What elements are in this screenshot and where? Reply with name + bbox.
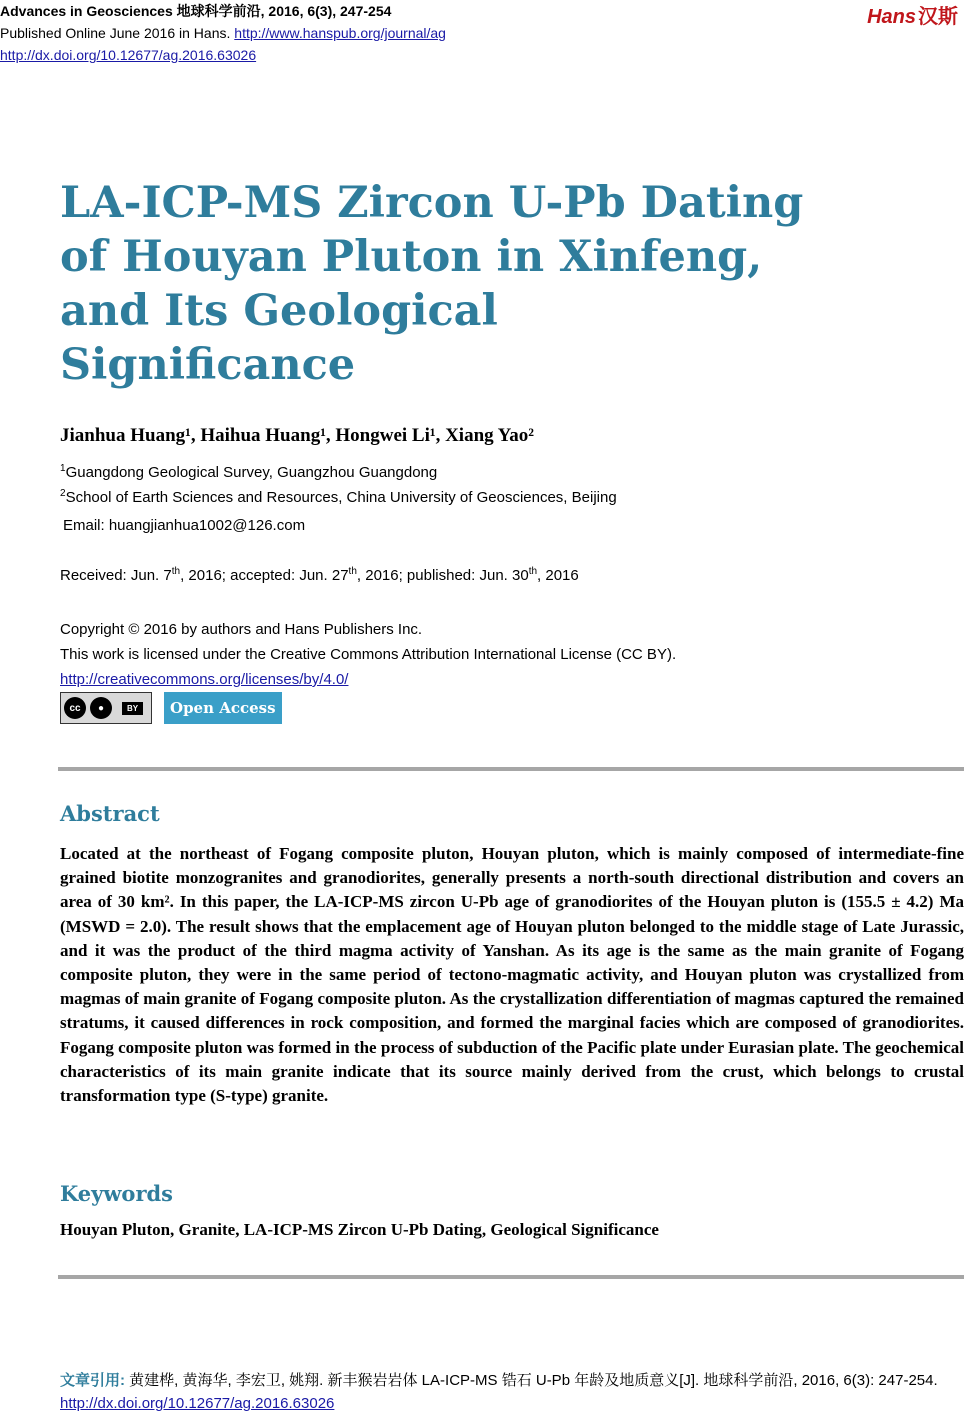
affiliation-text: School of Earth Sciences and Resources, China University of Geosciences, Beijing xyxy=(65,489,617,506)
paper-title xyxy=(60,176,804,392)
title-line: Significance xyxy=(60,340,356,390)
license-line: This work is licensed under the Creative Commons Attribution International License (CC BY). xyxy=(60,646,677,663)
logo-text-cn: 汉斯 xyxy=(918,6,958,28)
open-access-badge[interactable]: Open Access xyxy=(164,692,282,724)
author-list: Jianhua Huang¹, Haihua Huang¹, Hongwei Li¹, Xiang Yao² xyxy=(60,425,534,446)
ordinal-suffix: th xyxy=(528,566,538,577)
accepted-text: , 2016; accepted: Jun. 27 xyxy=(180,567,349,584)
copyright-line: Copyright © 2016 by authors and Hans Publishers Inc. xyxy=(60,621,423,638)
doi-link[interactable]: http://dx.doi.org/10.12677/ag.2016.63026 xyxy=(0,47,257,63)
license-badges xyxy=(60,692,282,724)
person-icon: ● xyxy=(90,697,112,719)
title-line: LA-ICP-MS Zircon U-Pb Dating xyxy=(60,178,804,228)
hans-logo xyxy=(867,0,958,29)
title-line: and Its Geological xyxy=(60,286,498,336)
abstract-text: Located at the northeast of Fogang composite pluton, Houyan pluton, which is mainly composed of intermediate-fine grained biotite monzogranites and granodiorites, generally presents a north-south directional distribution and covers an area of 30 km². In this paper, the LA-ICP-MS zircon U-Pb age of granodiorites of the Houyan pluton is (155.5 ± 4.2) Ma (MSWD = 2.0). The result shows that the emplacement age of Houyan pluton belonged to the middle stage of Late Jurassic, and it was the product of the third magma activity of Yanshan. As its age is the same as the main granite of Fogang composite pluton, they were in the same period of tectono-magmatic activity, and Houyan pluton was crystallized from magmas of main granite of Fogang composite pluton. As the crystallization differentiation of magmas captured the remained stratums, it caused differences in rock composition, and formed the marginal facies which are composed of granodiorites. Fogang composite pluton was formed in the process of subduction of the Pacific plate under Eurasian plate. The geochemical characteristics of its main granite indicate that its source mainly derived from the crust, which belongs to crustal transformation type (S-type) granite. xyxy=(60,844,964,1106)
affiliation-1 xyxy=(60,463,437,481)
license-link[interactable]: http://creativecommons.org/licenses/by/4.0/ xyxy=(60,671,349,688)
received-dates xyxy=(60,566,579,584)
ordinal-suffix: th xyxy=(348,566,357,577)
email: Email: huangjianhua1002@126.com xyxy=(63,517,306,534)
cc-icon: cc xyxy=(64,697,86,719)
copyright-block xyxy=(60,617,676,692)
published-prefix: Published Online June 2016 in Hans. xyxy=(0,25,235,41)
citation-doi-link[interactable]: http://dx.doi.org/10.12677/ag.2016.63026 xyxy=(60,1395,335,1412)
journal-header xyxy=(0,0,446,66)
affiliation-marker: 1 xyxy=(60,463,66,474)
ordinal-suffix: th xyxy=(171,566,181,577)
published-text: , 2016; published: Jun. 30 xyxy=(356,567,529,584)
cc-by-badge[interactable] xyxy=(60,692,152,724)
published-line xyxy=(0,22,446,44)
logo-text-en: Hans xyxy=(867,6,916,28)
title-line: of Houyan Pluton in Xinfeng, xyxy=(60,232,763,282)
affiliation-marker: 2 xyxy=(60,488,66,499)
journal-link[interactable]: http://www.hanspub.org/journal/ag xyxy=(234,25,446,41)
citation-text: 黄建桦, 黄海华, 李宏卫, 姚翔. 新丰猴岩岩体 LA-ICP-MS 锆石 U-Pb 年龄及地质意义[J]. 地球科学前沿, 2016, 6(3): 247-254. xyxy=(129,1372,938,1389)
affiliation-text: Guangdong Geological Survey, Guangzhou Guangdong xyxy=(65,464,438,481)
year-text: , 2016 xyxy=(537,567,579,584)
citation xyxy=(60,1369,964,1415)
received-text: Received: Jun. 7 xyxy=(60,567,172,584)
divider-top xyxy=(58,767,964,771)
abstract-heading: Abstract xyxy=(60,801,160,826)
keywords-text: Houyan Pluton, Granite, LA-ICP-MS Zircon U-Pb Dating, Geological Significance xyxy=(60,1220,659,1239)
citation-label: 文章引用: xyxy=(60,1372,130,1389)
by-label: BY xyxy=(122,702,143,715)
divider-bottom xyxy=(58,1275,964,1279)
affiliation-2 xyxy=(60,488,617,506)
keywords-heading: Keywords xyxy=(60,1181,174,1206)
journal-line: Advances in Geosciences 地球科学前沿, 2016, 6(3), 247-254 xyxy=(0,3,392,19)
